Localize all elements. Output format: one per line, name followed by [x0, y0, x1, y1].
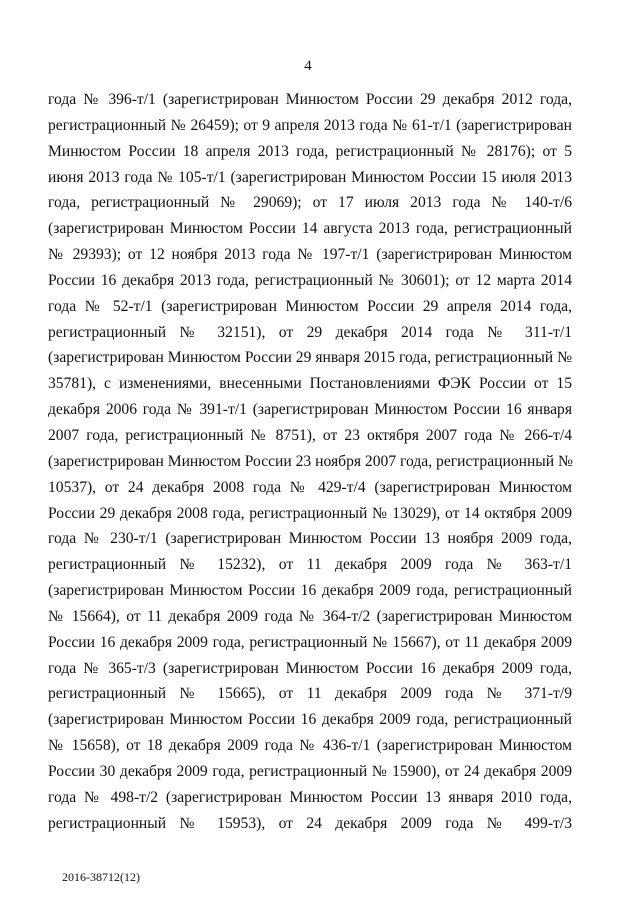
- text-line: 2007 года, регистрационный № 8751), от 23 октября 2007 года № 266-т/4: [48, 426, 572, 444]
- body-text: [48, 87, 572, 836]
- text-line: регистрационный № 26459); от 9 апреля 2013 года № 61-т/1 (зарегистрирован: [48, 116, 572, 134]
- text-line: России 16 декабря 2009 года, регистрационный № 15667), от 11 декабря 2009: [48, 633, 572, 651]
- text-line: года № 365-т/3 (зарегистрирован Минюстом России 16 декабря 2009 года,: [48, 659, 572, 677]
- text-line: (зарегистрирован Минюстом России 23 ноября 2007 года, регистрационный №: [48, 452, 573, 470]
- text-line: № 29393); от 12 ноября 2013 года № 197-т/1 (зарегистрирован Минюстом: [48, 246, 572, 264]
- text-line: июня 2013 года № 105-т/1 (зарегистрирован Минюстом России 15 июля 2013: [48, 168, 572, 186]
- text-line: России 29 декабря 2008 года, регистрационный № 13029), от 14 октября 2009: [48, 504, 572, 522]
- text-line: (зарегистрирован Минюстом России 14 августа 2013 года, регистрационный: [48, 220, 572, 238]
- text-line: года № 52-т/1 (зарегистрирован Минюстом России 29 апреля 2014 года,: [48, 297, 572, 315]
- text-line: России 16 декабря 2013 года, регистрационный № 30601); от 12 марта 2014: [48, 271, 572, 289]
- text-line: декабря 2006 года № 391-т/1 (зарегистрирован Минюстом России 16 января: [48, 401, 572, 419]
- text-line: 35781), с изменениями, внесенными Постановлениями ФЭК России от 15: [48, 375, 572, 393]
- text-line: Минюстом России 18 апреля 2013 года, регистрационный № 28176); от 5: [48, 142, 572, 160]
- text-line: 10537), от 24 декабря 2008 года № 429-т/4 (зарегистрирован Минюстом: [48, 478, 572, 496]
- text-line: года № 498-т/2 (зарегистрирован Минюстом России 13 января 2010 года,: [48, 788, 572, 806]
- text-line: № 15664), от 11 декабря 2009 года № 364-т/2 (зарегистрирован Минюстом: [48, 607, 572, 625]
- text-line: регистрационный № 15665), от 11 декабря 2009 года № 371-т/9: [48, 685, 572, 703]
- text-line: регистрационный № 32151), от 29 декабря 2014 года № 311-т/1: [48, 323, 572, 341]
- text-line: России 30 декабря 2009 года, регистрационный № 15900), от 24 декабря 2009: [48, 762, 572, 780]
- text-line: года, регистрационный № 29069); от 17 июля 2013 года № 140-т/6: [48, 194, 572, 212]
- text-line: (зарегистрирован Минюстом России 29 января 2015 года, регистрационный №: [48, 349, 572, 367]
- document-code: 2016-38712(12): [62, 870, 140, 884]
- text-line: № 15658), от 18 декабря 2009 года № 436-т/1 (зарегистрирован Минюстом: [48, 737, 572, 755]
- text-line: года № 396-т/1 (зарегистрирован Минюстом России 29 декабря 2012 года,: [48, 91, 572, 108]
- text-line: регистрационный № 15232), от 11 декабря 2009 года № 363-т/1: [48, 556, 572, 574]
- text-line: (зарегистрирован Минюстом России 16 декабря 2009 года, регистрационный: [48, 582, 572, 600]
- text-line: регистрационный № 15953), от 24 декабря 2009 года № 499-т/3: [48, 814, 572, 832]
- text-line: года № 230-т/1 (зарегистрирован Минюстом России 13 ноября 2009 года,: [48, 530, 572, 548]
- page-number: 4: [304, 58, 312, 74]
- text-line: (зарегистрирован Минюстом России 16 декабря 2009 года, регистрационный: [48, 711, 572, 729]
